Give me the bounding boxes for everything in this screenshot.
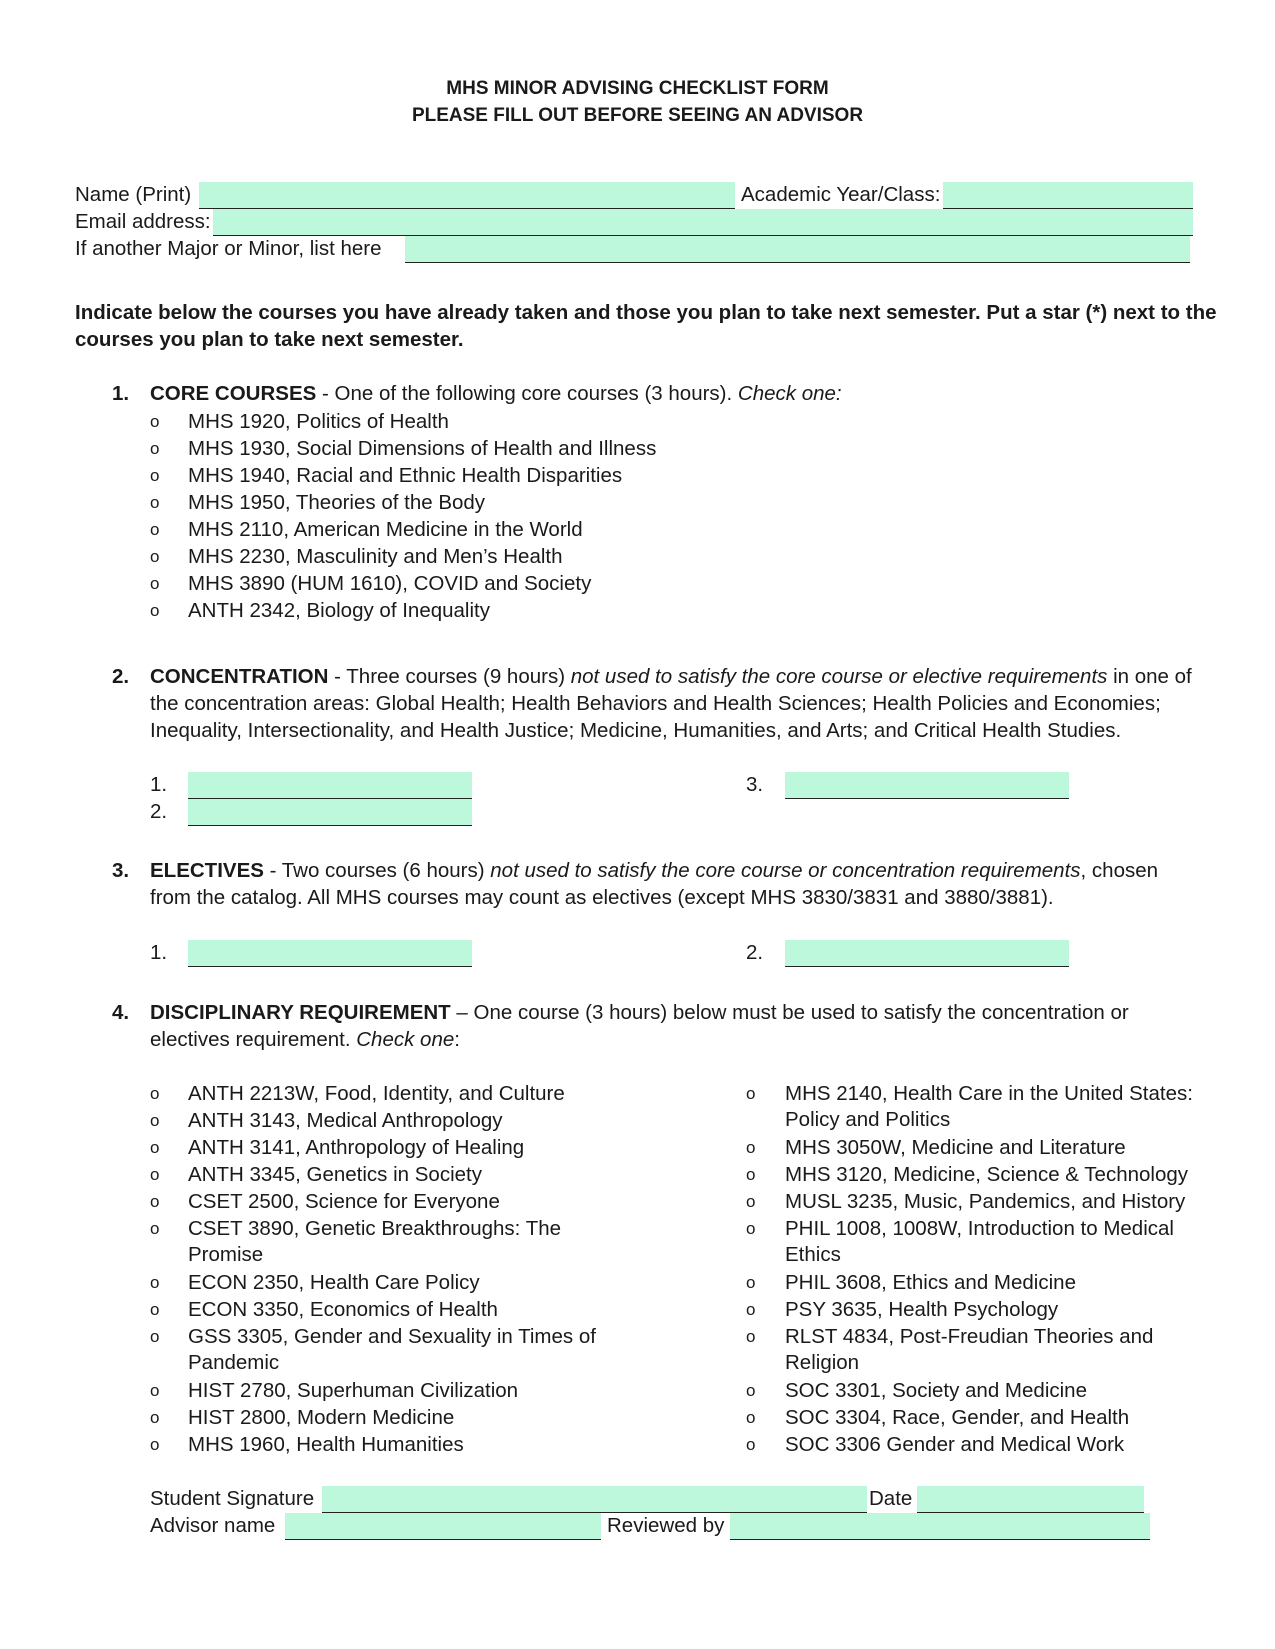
section-heading: CORE COURSES	[150, 382, 317, 405]
reviewed-by-label: Reviewed by	[607, 1514, 725, 1537]
list-item: MHS 3120, Medicine, Science & Technology	[785, 1163, 1189, 1186]
list-item: SOC 3304, Race, Gender, and Health	[785, 1406, 1130, 1429]
list-item: ANTH 2342, Biology of Inequality	[188, 599, 490, 622]
checkbox-circle-icon[interactable]: o	[150, 493, 160, 512]
list-item: PSY 3635, Health Psychology	[785, 1298, 1059, 1321]
section-desc-line: the concentration areas: Global Health; Health Behaviors and Health Sciences; Health Policies and Economies;	[150, 692, 1161, 715]
list-item: PHIL 1008, 1008W, Introduction to Medical Ethics	[785, 1217, 1174, 1266]
list-item: HIST 2800, Modern Medicine	[188, 1406, 455, 1429]
name-label: Name (Print)	[75, 183, 192, 206]
section-desc: - Two courses (6 hours)	[263, 859, 491, 882]
list-item: MHS 2110, American Medicine in the World	[188, 518, 583, 541]
section-desc-line	[150, 1027, 460, 1053]
section-desc: electives requirement.	[150, 1028, 357, 1051]
section-desc-line: Inequality, Intersectionality, and Health Justice; Medicine, Humanities, and Arts; and Critical Health Studies.	[150, 719, 1122, 742]
list-item: MHS 1950, Theories of the Body	[188, 491, 486, 514]
concentration-course-3-field[interactable]	[785, 772, 1069, 799]
checkbox-circle-icon[interactable]: o	[150, 601, 160, 620]
student-signature-label: Student Signature	[150, 1487, 315, 1510]
section-desc: – One course (3 hours) below must be used to satisfy the concentration or	[450, 1001, 1129, 1024]
form-title: MHS MINOR ADVISING CHECKLIST FORM	[446, 78, 829, 99]
checkbox-circle-icon[interactable]: o	[150, 520, 160, 539]
reviewed-by-field[interactable]	[730, 1513, 1150, 1540]
list-item: MHS 1940, Racial and Ethnic Health Disparities	[188, 464, 623, 487]
checkbox-circle-icon[interactable]: o	[746, 1300, 756, 1319]
elective-course-2-field[interactable]	[785, 940, 1069, 967]
section-desc: - Three courses (9 hours)	[328, 665, 571, 688]
other-major-label: If another Major or Minor, list here	[75, 237, 382, 260]
checkbox-circle-icon[interactable]: o	[746, 1408, 756, 1427]
instructions-line-1: Indicate below the courses you have already taken and those you plan to take next semester. Put a star (*) next to the	[75, 301, 1217, 324]
list-item: ANTH 2213W, Food, Identity, and Culture	[188, 1082, 565, 1105]
checkbox-circle-icon[interactable]: o	[150, 1273, 160, 1292]
section-number: 4.	[112, 1001, 130, 1024]
date-label: Date	[869, 1487, 913, 1510]
checkbox-circle-icon[interactable]: o	[746, 1084, 756, 1103]
list-item: CSET 3890, Genetic Breakthroughs: The Promise	[188, 1217, 562, 1266]
list-item: SOC 3301, Society and Medicine	[785, 1379, 1087, 1402]
section-heading: ELECTIVES	[150, 859, 264, 882]
checkbox-circle-icon[interactable]: o	[746, 1138, 756, 1157]
checkbox-circle-icon[interactable]: o	[746, 1381, 756, 1400]
section-desc-line: from the catalog. All MHS courses may count as electives (except MHS 3830/3831 and 3880/3881).	[150, 886, 1054, 909]
list-item: ECON 3350, Economics of Health	[188, 1298, 498, 1321]
form-subtitle: PLEASE FILL OUT BEFORE SEEING AN ADVISOR	[411, 105, 864, 126]
checkbox-circle-icon[interactable]: o	[150, 439, 160, 458]
slot-label: 3.	[746, 773, 764, 796]
slot-label: 2.	[746, 941, 764, 964]
elective-course-1-field[interactable]	[188, 940, 472, 967]
list-item: MHS 3890 (HUM 1610), COVID and Society	[188, 572, 592, 595]
email-field[interactable]	[213, 209, 1193, 236]
section-heading: DISCIPLINARY REQUIREMENT	[150, 1001, 451, 1024]
checkbox-circle-icon[interactable]: o	[746, 1192, 756, 1211]
list-item: SOC 3306 Gender and Medical Work	[785, 1433, 1125, 1456]
list-item: ANTH 3141, Anthropology of Healing	[188, 1136, 525, 1159]
checkbox-circle-icon[interactable]: o	[150, 1300, 160, 1319]
checkbox-circle-icon[interactable]: o	[746, 1165, 756, 1184]
list-item: PHIL 3608, Ethics and Medicine	[785, 1271, 1076, 1294]
section-desc-italic: Check one:	[737, 382, 842, 405]
date-field[interactable]	[917, 1486, 1144, 1513]
checkbox-circle-icon[interactable]: o	[150, 1111, 160, 1130]
section-heading-line	[150, 381, 842, 407]
academic-year-label: Academic Year/Class:	[741, 183, 941, 206]
section-desc-italic: not used to satisfy the core course or concentration requirements	[490, 859, 1081, 882]
list-item: MHS 1930, Social Dimensions of Health and Illness	[188, 437, 657, 460]
list-item: MUSL 3235, Music, Pandemics, and History	[785, 1190, 1186, 1213]
checkbox-circle-icon[interactable]: o	[150, 1138, 160, 1157]
list-item: ECON 2350, Health Care Policy	[188, 1271, 480, 1294]
section-heading-line	[150, 664, 1192, 690]
email-label: Email address:	[75, 210, 211, 233]
checkbox-circle-icon[interactable]: o	[150, 1327, 160, 1346]
list-item: ANTH 3143, Medical Anthropology	[188, 1109, 503, 1132]
list-item: GSS 3305, Gender and Sexuality in Times of Pandemic	[188, 1325, 596, 1374]
list-item: MHS 2140, Health Care in the United States: Policy and Politics	[785, 1082, 1193, 1131]
academic-year-field[interactable]	[943, 182, 1193, 209]
other-major-field[interactable]	[405, 236, 1190, 263]
list-item: MHS 3050W, Medicine and Literature	[785, 1136, 1126, 1159]
checkbox-circle-icon[interactable]: o	[746, 1435, 756, 1454]
checkbox-circle-icon[interactable]: o	[150, 1381, 160, 1400]
slot-label: 2.	[150, 800, 168, 823]
list-item: MHS 1960, Health Humanities	[188, 1433, 464, 1456]
list-item: ANTH 3345, Genetics in Society	[188, 1163, 482, 1186]
section-desc-italic: Check one	[356, 1028, 455, 1051]
student-signature-field[interactable]	[322, 1486, 867, 1513]
checkbox-circle-icon[interactable]: o	[150, 1435, 160, 1454]
concentration-course-1-field[interactable]	[188, 772, 472, 799]
slot-label: 1.	[150, 941, 168, 964]
advisor-name-field[interactable]	[285, 1513, 601, 1540]
list-item: CSET 2500, Science for Everyone	[188, 1190, 500, 1213]
section-number: 2.	[112, 665, 130, 688]
list-item: MHS 2230, Masculinity and Men’s Health	[188, 545, 563, 568]
concentration-course-2-field[interactable]	[188, 799, 472, 826]
list-item: MHS 1920, Politics of Health	[188, 410, 449, 433]
checkbox-circle-icon[interactable]: o	[150, 1192, 160, 1211]
section-heading: CONCENTRATION	[150, 665, 329, 688]
section-number: 3.	[112, 859, 130, 882]
checkbox-circle-icon[interactable]: o	[150, 466, 160, 485]
slot-label: 1.	[150, 773, 168, 796]
checkbox-circle-icon[interactable]: o	[150, 1219, 160, 1238]
checkbox-circle-icon[interactable]: o	[150, 1165, 160, 1184]
list-item: HIST 2780, Superhuman Civilization	[188, 1379, 519, 1402]
section-number: 1.	[112, 382, 130, 405]
list-item: RLST 4834, Post-Freudian Theories and Religion	[785, 1325, 1154, 1374]
checkbox-circle-icon[interactable]: o	[150, 1084, 160, 1103]
name-field[interactable]	[199, 182, 735, 209]
section-heading-line	[150, 1000, 1129, 1026]
checkbox-circle-icon[interactable]: o	[746, 1219, 756, 1238]
section-desc-italic: not used to satisfy the core course or elective requirements	[570, 665, 1108, 688]
section-heading-line	[150, 858, 1158, 884]
section-desc: in one of	[1107, 665, 1192, 688]
section-desc: :	[454, 1028, 460, 1051]
instructions-line-2: courses you plan to take next semester.	[75, 328, 464, 351]
checkbox-circle-icon[interactable]: o	[746, 1327, 756, 1346]
checkbox-circle-icon[interactable]: o	[746, 1273, 756, 1292]
checkbox-circle-icon[interactable]: o	[150, 1408, 160, 1427]
checkbox-circle-icon[interactable]: o	[150, 547, 160, 566]
section-desc: , chosen	[1080, 859, 1159, 882]
advisor-name-label: Advisor name	[150, 1514, 276, 1537]
checkbox-circle-icon[interactable]: o	[150, 574, 160, 593]
checkbox-circle-icon[interactable]: o	[150, 412, 160, 431]
section-desc: - One of the following core courses (3 hours).	[316, 382, 738, 405]
